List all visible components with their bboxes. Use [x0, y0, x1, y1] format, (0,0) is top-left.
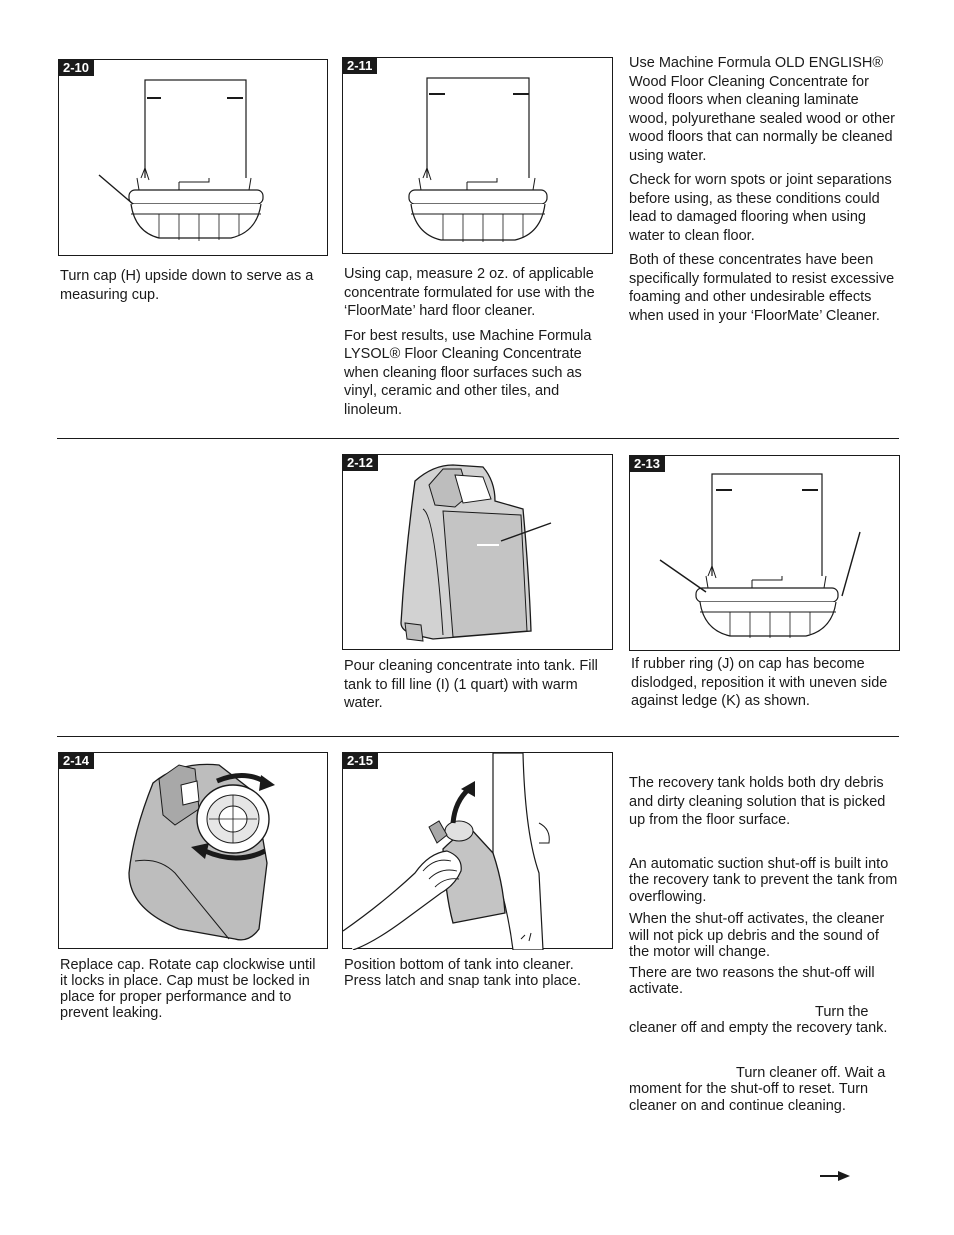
instructions-paragraph: Turn cleaner off. Wait a moment for the shut-off to reset. Turn cleaner on and continue cleaning.: [629, 1064, 886, 1114]
instructions-paragraph: When the shut-off activates, the cleaner will not pick up debris and the sound of the motor will change.: [629, 911, 885, 960]
figure-label: 2-14: [58, 752, 94, 769]
wood-floor-instructions: [629, 54, 901, 331]
caption-2-15: Position bottom of tank into cleaner. Press latch and snap tank into place.: [344, 957, 581, 989]
figure-2-12: [342, 454, 613, 650]
caption-2-14: Replace cap. Rotate cap clockwise until it locks in place. Cap must be locked in place for proper performance and to prevent leaking.: [60, 957, 316, 1021]
caption-2-12: Pour cleaning concentrate into tank. Fill tank to fill line (I) (1 quart) with warm water.: [344, 658, 598, 711]
figure-label: 2-11: [342, 57, 377, 74]
figure-2-11: [342, 57, 613, 254]
section-divider: [57, 438, 899, 439]
figure-2-14: [58, 752, 328, 949]
caption-2-13: If rubber ring (J) on cap has become dislodged, reposition it with uneven side against ledge (K) as shown.: [631, 656, 888, 709]
tank-fill-illustration: [343, 455, 614, 651]
figure-2-13: [629, 455, 900, 651]
instructions-paragraph: Check for worn spots or joint separations before using, as these conditions could lead to damaged flooring when using water to clean floor.: [629, 172, 892, 244]
caption-2-11-paragraph: Using cap, measure 2 oz. of applicable concentrate formulated for use with the ‘FloorMate’ hard floor cleaner.: [344, 266, 595, 319]
instructions-paragraph: There are two reasons the shut-off will activate.: [629, 964, 875, 997]
caption-2-11-paragraph: For best results, use Machine Formula LYSOL® Floor Cleaning Concentrate when cleaning floor surfaces such as vinyl, ceramic and other tiles, and linoleum.: [344, 327, 592, 418]
figure-label: 2-13: [629, 455, 665, 472]
rubber-ring-illustration: [630, 456, 901, 652]
replace-cap-illustration: [59, 753, 329, 950]
caption-2-10: Turn cap (H) upside down to serve as a measuring cup.: [60, 268, 314, 303]
figure-2-10: [58, 59, 328, 256]
instructions-paragraph: Use Machine Formula OLD ENGLISH® Wood Floor Cleaning Concentrate for wood floors when cleaning laminate wood, polyurethane sealed wood or other wood floors that can normally be cleaned using water.: [629, 55, 896, 164]
figure-label: 2-12: [342, 454, 378, 471]
instructions-paragraph: Turn the cleaner off and empty the recovery tank.: [629, 1003, 888, 1036]
install-tank-illustration: [343, 753, 614, 950]
caption-2-11: [344, 265, 614, 425]
instructions-paragraph: An automatic suction shut-off is built into the recovery tank to prevent the tank from overflowing.: [629, 855, 898, 905]
cap-measure-illustration: [343, 58, 614, 255]
instructions-paragraph: Both of these concentrates have been specifically formulated to resist excessive foaming and other undesirable effects when used in your ‘FloorMate’ Cleaner.: [629, 252, 895, 324]
figure-2-15: [342, 752, 613, 949]
recovery-tank-instructions: [629, 774, 901, 1120]
figure-label: 2-15: [342, 752, 378, 769]
continued-arrow-icon: [820, 1169, 850, 1183]
figure-label: 2-10: [58, 59, 94, 76]
cap-upside-down-illustration: [59, 60, 329, 257]
section-divider: [57, 736, 899, 737]
instructions-paragraph: The recovery tank holds both dry debris and dirty cleaning solution that is picked up from the floor surface.: [629, 775, 886, 828]
